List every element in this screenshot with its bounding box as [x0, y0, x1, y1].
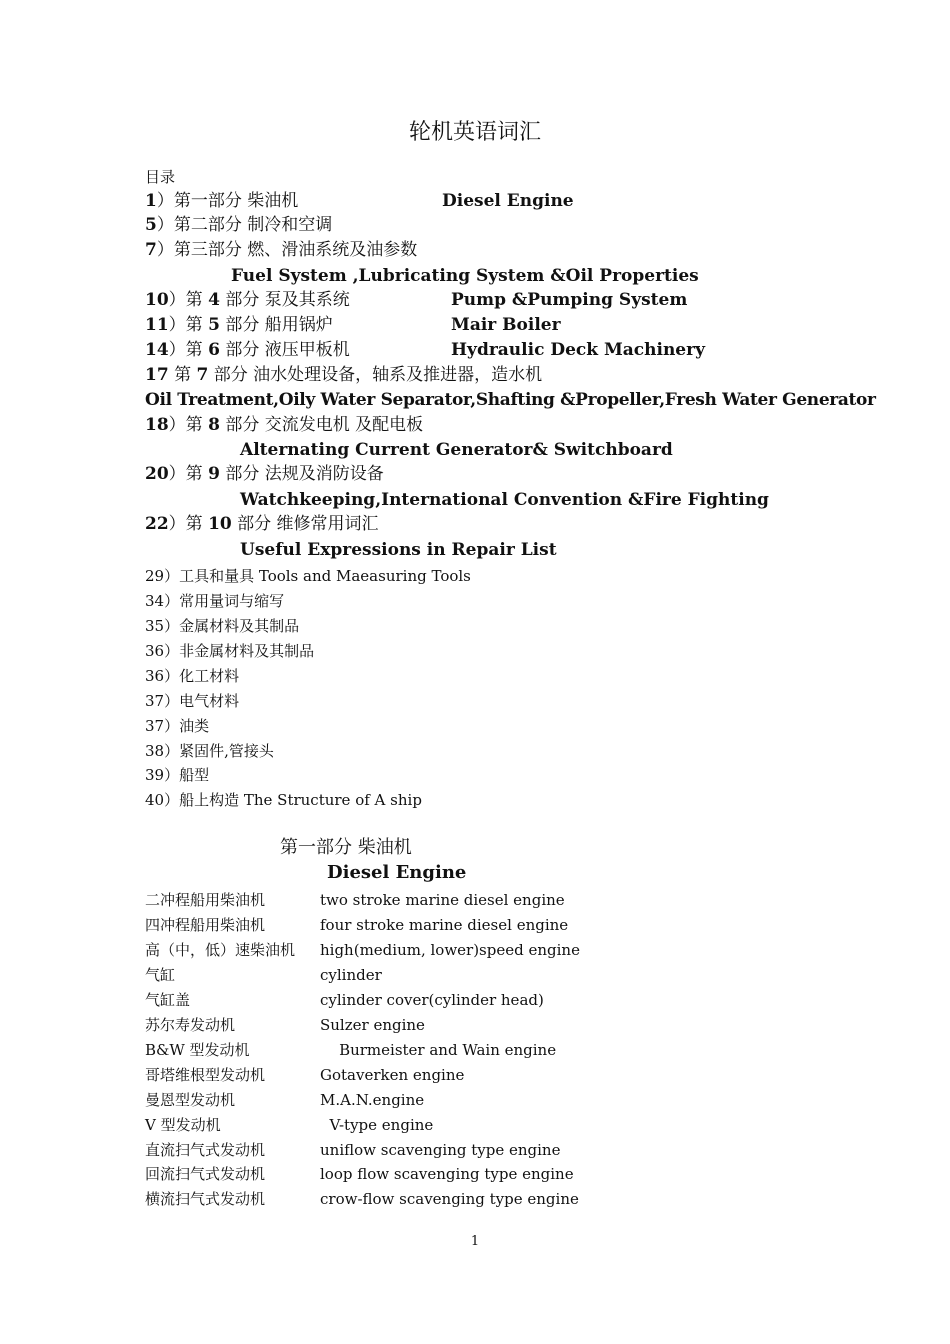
- toc-page-num: 22: [145, 514, 169, 534]
- toc-entry-4: [145, 288, 350, 313]
- toc-page-num: 20: [145, 464, 169, 484]
- page-number: 1: [470, 1234, 480, 1249]
- toc-entry-6: [145, 338, 350, 363]
- vocab-row: [145, 1038, 845, 1063]
- toc-zh-text: 第: [168, 365, 197, 385]
- toc-zh-text: 部分 法规及消防设备: [219, 464, 384, 484]
- vocab-term-zh: V 型发动机: [145, 1116, 221, 1134]
- toc-page-num: 5: [145, 215, 157, 235]
- toc-zh-text: ）第: [168, 415, 209, 435]
- vocab-term-en: Sulzer engine: [320, 1016, 425, 1034]
- toc-part-num: 4: [208, 290, 220, 310]
- vocab-term-en: cylinder: [320, 966, 382, 984]
- toc-en-text: Alternating Current Generator& Switchboard: [240, 440, 673, 460]
- vocab-row: [145, 1013, 845, 1038]
- toc-part-num: 5: [208, 315, 220, 335]
- toc-part-num: 8: [208, 415, 220, 435]
- toc-small-entry: 36）非金属材料及其制品: [145, 642, 315, 660]
- toc-small-entry: 37）油类: [145, 717, 210, 735]
- toc-small-entry: 39）船型: [145, 766, 210, 784]
- toc-small-entry: 29）工具和量具 Tools and Maeasuring Tools: [145, 567, 471, 585]
- toc-page-num: 18: [145, 415, 169, 435]
- toc-small-entry: 35）金属材料及其制品: [145, 617, 300, 635]
- toc-part-num: 9: [208, 464, 220, 484]
- toc-en-text: Mair Boiler: [451, 315, 561, 335]
- toc-entry-9: [145, 462, 384, 487]
- toc-entry-5: [145, 313, 333, 338]
- vocab-row: [145, 1138, 845, 1163]
- vocab-term-en: high(medium, lower)speed engine: [320, 941, 580, 959]
- toc-small-entry: 38）紧固件,管接头: [145, 742, 274, 760]
- toc-en-text: Hydraulic Deck Machinery: [451, 340, 705, 360]
- toc-zh-text: 部分 维修常用词汇: [231, 514, 379, 534]
- toc-zh-text: ）第: [168, 315, 209, 335]
- toc-page-num: 1: [145, 191, 157, 211]
- vocab-term-zh: 二冲程船用柴油机: [145, 891, 266, 909]
- toc-page-num: 14: [145, 340, 169, 360]
- toc-zh-text: 部分 泵及其系统: [219, 290, 350, 310]
- toc-entry-2: [145, 213, 332, 238]
- vocab-term-zh: B&W 型发动机: [145, 1041, 250, 1059]
- toc-zh-text: ）第: [168, 464, 209, 484]
- vocab-row: [145, 963, 845, 988]
- toc-en-text: Diesel Engine: [442, 191, 574, 211]
- toc-zh-text: 部分 液压甲板机: [219, 340, 350, 360]
- vocab-term-zh: 气缸: [145, 966, 176, 984]
- vocab-term-zh: 苏尔寿发动机: [145, 1016, 236, 1034]
- toc-zh-text: ）第二部分 制冷和空调: [156, 215, 333, 235]
- vocab-row: [145, 1113, 845, 1138]
- toc-entry-10: [145, 512, 379, 537]
- vocab-row: [145, 1088, 845, 1113]
- toc-part-num: 7: [196, 365, 209, 385]
- toc-zh-text: 部分 交流发电机 及配电板: [219, 415, 424, 435]
- vocab-term-zh: 直流扫气式发动机: [145, 1141, 266, 1159]
- vocab-row: [145, 913, 845, 938]
- toc-small-entry: 36）化工材料: [145, 667, 240, 685]
- toc-en-text: Oil Treatment,Oily Water Separator,Shafting &Propeller,Fresh Water Generator: [145, 390, 876, 410]
- vocab-term-en: four stroke marine diesel engine: [320, 916, 569, 934]
- toc-zh-text: 部分 船用锅炉: [219, 315, 333, 335]
- vocab-term-zh: 曼恩型发动机: [145, 1091, 236, 1109]
- section-subtitle: Diesel Engine: [327, 862, 467, 883]
- toc-en-text: Watchkeeping,International Convention &Fire Fighting: [240, 490, 769, 510]
- vocab-term-en: V-type engine: [320, 1116, 434, 1134]
- vocab-row: [145, 1187, 845, 1212]
- toc-small-entry: 37）电气材料: [145, 692, 240, 710]
- toc-page-num: 17: [145, 365, 169, 385]
- toc-small-entry: 34）常用量词与缩写: [145, 592, 285, 610]
- vocab-row: [145, 1162, 845, 1187]
- toc-label: 目录: [145, 168, 176, 186]
- toc-entry-8: [145, 413, 423, 438]
- toc-part-num: 6: [208, 340, 220, 360]
- vocab-term-zh: 横流扫气式发动机: [145, 1190, 266, 1208]
- vocab-row: [145, 988, 845, 1013]
- vocab-row: [145, 888, 845, 913]
- vocab-term-en: cylinder cover(cylinder head): [320, 991, 544, 1009]
- toc-small-entry: 40）船上构造 The Structure of A ship: [145, 791, 422, 809]
- vocab-row: [145, 938, 845, 963]
- vocab-term-en: loop flow scavenging type engine: [320, 1165, 574, 1183]
- vocab-term-en: M.A.N.engine: [320, 1091, 425, 1109]
- toc-entry-3: [145, 238, 417, 263]
- vocab-term-zh: 哥塔维根型发动机: [145, 1066, 266, 1084]
- vocab-term-en: uniflow scavenging type engine: [320, 1141, 561, 1159]
- toc-zh-text: ）第: [168, 514, 209, 534]
- toc-entry-7: [145, 363, 542, 388]
- toc-zh-text: ）第三部分 燃、滑油系统及油参数: [156, 240, 418, 260]
- toc-page-num: 7: [145, 240, 157, 260]
- document-title: 轮机英语词汇: [408, 120, 541, 145]
- vocab-term-zh: 气缸盖: [145, 991, 191, 1009]
- toc-page-num: 10: [145, 290, 169, 310]
- toc-en-text: Pump &Pumping System: [451, 290, 688, 310]
- toc-zh-text: ）第一部分 柴油机: [156, 191, 299, 211]
- vocab-term-en: Burmeister and Wain engine: [320, 1041, 557, 1059]
- toc-zh-text: ）第: [168, 340, 209, 360]
- toc-part-num: 10: [208, 514, 232, 534]
- toc-entry-1: [145, 189, 298, 214]
- vocab-term-zh: 回流扫气式发动机: [145, 1165, 266, 1183]
- vocab-term-en: two stroke marine diesel engine: [320, 891, 565, 909]
- toc-zh-text: ）第: [168, 290, 209, 310]
- toc-en-text: Fuel System ,Lubricating System &Oil Properties: [231, 266, 699, 286]
- vocab-term-zh: 高（中，低）速柴油机: [145, 941, 296, 959]
- toc-zh-text: 部分 油水处理设备，轴系及推进器，造水机: [208, 365, 543, 385]
- vocab-term-en: Gotaverken engine: [320, 1066, 465, 1084]
- vocab-term-zh: 四冲程船用柴油机: [145, 916, 266, 934]
- toc-page-num: 11: [145, 315, 169, 335]
- toc-en-text: Useful Expressions in Repair List: [240, 540, 557, 560]
- vocab-row: [145, 1063, 845, 1088]
- vocab-term-en: crow-flow scavenging type engine: [320, 1190, 579, 1208]
- section-title: 第一部分 柴油机: [280, 837, 412, 858]
